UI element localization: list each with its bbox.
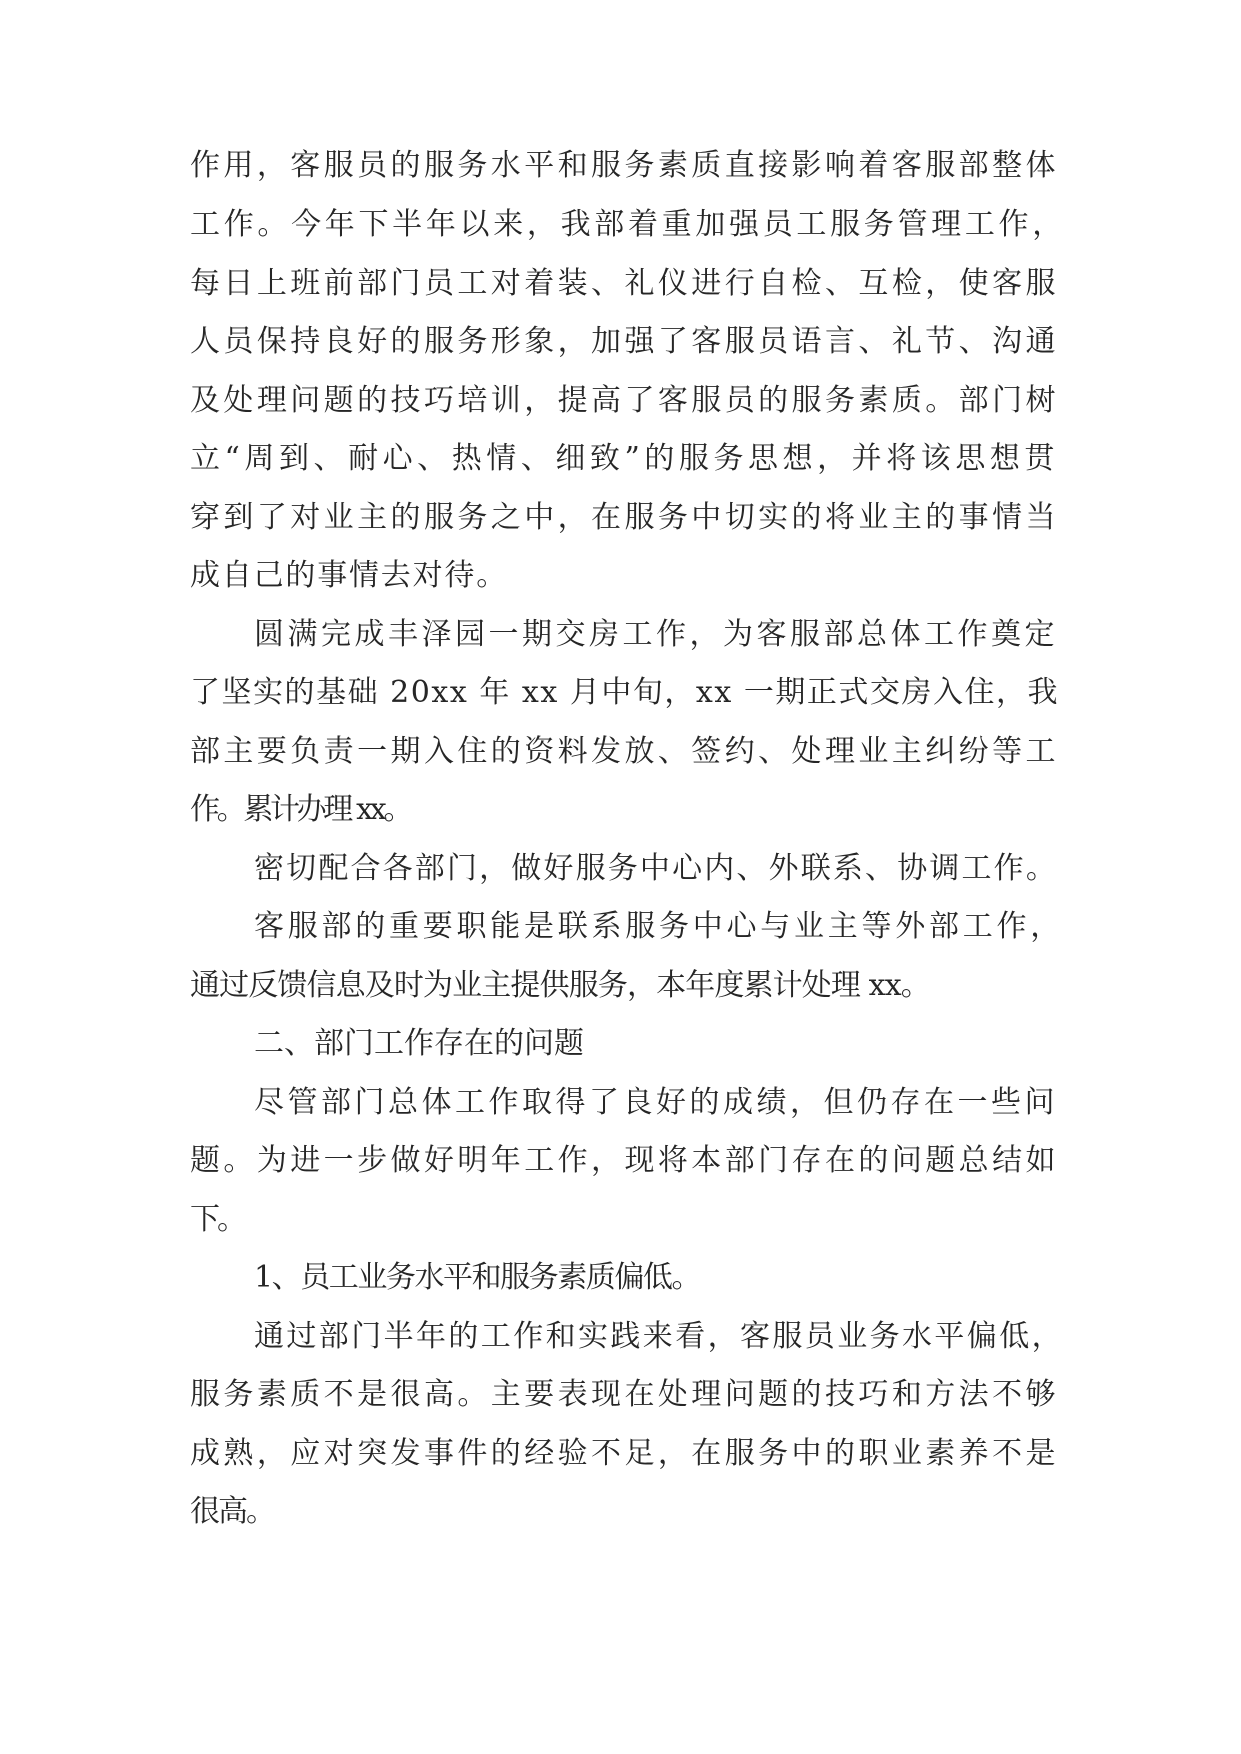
text-line: 及处理问题的技巧培训，提高了客服员的服务素质。部门树 (190, 383, 1059, 418)
text-line: 每日上班前部门员工对着装、礼仪进行自检、互检，使客服 (190, 266, 1059, 301)
text-line: 通过部门半年的工作和实践来看，客服员业务水平偏低， (254, 1319, 1064, 1354)
text-line: 成自己的事情去对待。 (190, 558, 508, 593)
text-line: 服务素质不是很高。主要表现在处理问题的技巧和方法不够 (190, 1377, 1059, 1412)
text-line: 立“周到、耐心、热情、细致”的服务思想，并将该思想贯 (190, 441, 1059, 476)
text-line: 很高。 (190, 1494, 274, 1529)
text-line: 通过反馈信息及时为业主提供服务，本年度累计处理 xx。 (190, 968, 930, 1003)
text-line: 部主要负责一期入住的资料发放、签约、处理业主纠纷等工 (190, 734, 1059, 769)
text-line: 尽管部门总体工作取得了良好的成绩，但仍存在一些问 (254, 1085, 1058, 1120)
text-line: 作用，客服员的服务水平和服务素质直接影响着客服部整体 (190, 148, 1059, 183)
list-item-heading: 1、员工业务水平和服务素质偏低。 (254, 1260, 701, 1295)
text-line: 密切配合各部门，做好服务中心内、外联系、协调工作。 (254, 851, 1058, 886)
text-line: 人员保持良好的服务形象，加强了客服员语言、礼节、沟通 (190, 324, 1059, 359)
section-heading: 二、部门工作存在的问题 (254, 1026, 584, 1061)
text-line: 圆满完成丰泽园一期交房工作，为客服部总体工作奠定 (254, 617, 1058, 652)
text-line: 工作。今年下半年以来，我部着重加强员工服务管理工作， (190, 207, 1066, 242)
text-line: 作。累计办理 xx。 (190, 792, 410, 827)
text-line: 下。 (190, 1202, 244, 1237)
text-line: 穿到了对业主的服务之中，在服务中切实的将业主的事情当 (190, 500, 1059, 535)
text-line: 题。为进一步做好明年工作，现将本部门存在的问题总结如 (190, 1143, 1059, 1178)
text-line: 成熟，应对突发事件的经验不足，在服务中的职业素养不是 (190, 1436, 1059, 1471)
text-line: 了坚实的基础 20xx 年 xx 月中旬，xx 一期正式交房入住，我 (190, 675, 1060, 710)
text-line: 客服部的重要职能是联系服务中心与业主等外部工作， (254, 909, 1064, 944)
